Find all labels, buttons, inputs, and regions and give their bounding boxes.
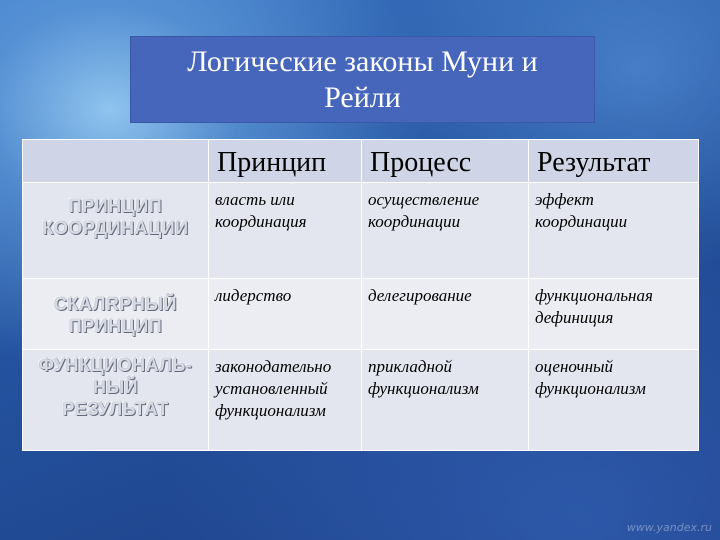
- table-cell: прикладной функционализм: [362, 350, 529, 451]
- table-cell: лидерство: [209, 279, 362, 350]
- table-cell: эффект координации: [529, 183, 699, 279]
- row-label-coordination: ПРИНЦИП КООРДИНАЦИИ: [23, 183, 209, 279]
- table-header-row: [23, 140, 699, 183]
- table-row: [23, 350, 699, 451]
- watermark: www.yandex.ru: [626, 521, 712, 534]
- table-cell: законодательно установленный функционализм: [209, 350, 362, 451]
- table-row: [23, 183, 699, 279]
- slide-title-line-1: Логические законы Муни и: [187, 44, 538, 78]
- header-empty-cell: [23, 140, 209, 183]
- row-label-scalar: СКАЛRРНЫЙ ПРИНЦИП: [23, 279, 209, 350]
- row-label-functional: ФУНКЦИОНАЛЬ- НЫЙ РЕЗУЛЬТАТ: [23, 350, 209, 451]
- header-result: Результат: [529, 140, 699, 183]
- header-process: Процесс: [362, 140, 529, 183]
- laws-table: [22, 139, 699, 451]
- table-row: [23, 279, 699, 350]
- slide-title: [130, 36, 595, 123]
- table-cell: делегирование: [362, 279, 529, 350]
- header-principle: Принцип: [209, 140, 362, 183]
- table-cell: осуществление координации: [362, 183, 529, 279]
- table-cell: функциональная дефиниция: [529, 279, 699, 350]
- slide-title-line-2: Рейли: [324, 80, 401, 114]
- table-cell: оценочный функционализм: [529, 350, 699, 451]
- table-cell: власть или координация: [209, 183, 362, 279]
